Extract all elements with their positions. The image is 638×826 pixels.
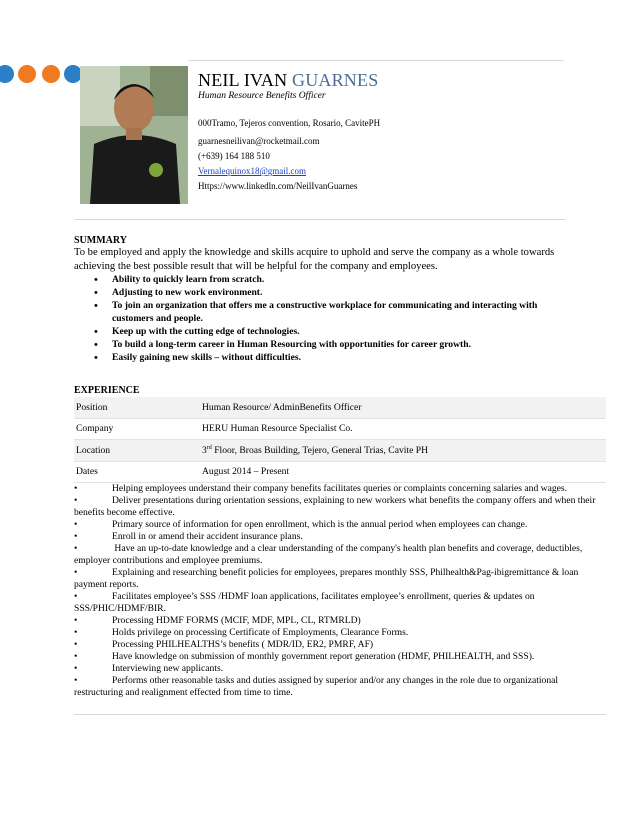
list-item <box>74 543 606 567</box>
duty-text: Deliver presentations during orientation sessions, explaining to new workers what benefits the company offers and when their benefits become effective. <box>74 495 596 518</box>
candidate-name <box>198 70 378 91</box>
list-item <box>74 627 606 639</box>
bullet-icon: • <box>74 483 78 494</box>
job-title: Human Resource Benefits Officer <box>198 91 326 101</box>
last-name: GUARNES <box>292 70 379 90</box>
header-divider-bottom <box>74 219 566 220</box>
list-item: • Ability to quickly learn from scratch. <box>94 274 574 287</box>
experience-heading: EXPERIENCE <box>74 385 140 396</box>
row-label: Company <box>76 423 114 435</box>
row-value: Human Resource/ AdminBenefits Officer <box>202 401 362 413</box>
row-label: Position <box>76 401 108 413</box>
duty-text: Processing PHILHEALTHS’s benefits ( MDR/ID, ER2, PMRF, AF) <box>112 639 374 650</box>
bullet-icon: • <box>74 519 78 530</box>
linkedin-text: Https://www.linkedln.com/NeilIvanGuarnes <box>198 181 358 191</box>
profile-photo <box>80 66 188 204</box>
list-item <box>74 663 606 675</box>
summary-heading: SUMMARY <box>74 235 127 246</box>
list-item: • To join an organization that offers me a constructive workplace for communicating and interacting with customers and people. <box>94 300 574 325</box>
duty-text: Helping employees understand their company benefits facilitates queries or complaints concerning salaries and wages. <box>112 483 568 494</box>
list-item <box>74 639 606 651</box>
bullet-icon: • <box>74 543 78 554</box>
row-value: HERU Human Resource Specialist Co. <box>202 423 353 435</box>
row-value: August 2014 – Present <box>202 466 290 478</box>
list-item <box>74 675 606 699</box>
table-row <box>74 462 606 484</box>
bullet-icon: • <box>74 675 78 686</box>
bullet-icon: • <box>74 663 78 674</box>
summary-paragraph: To be employed and apply the knowledge and skills acquire to uphold and serve the company as a whole towards achieving the best possible result that will be helpful for the company and employees. <box>74 247 555 272</box>
duty-text: Holds privilege on processing Certificate of Employments, Clearance Forms. <box>112 627 409 638</box>
row-label: Location <box>76 444 111 456</box>
row-value <box>202 445 606 456</box>
duty-text: Performs other reasonable tasks and duties assigned by superior and/or any changes in the role due to organizational restructuring and realignment effected from time to time. <box>74 675 559 698</box>
duty-text: Interviewing new applicants. <box>112 663 224 674</box>
bullet-icon: • <box>74 567 78 578</box>
bullet-icon: • <box>74 531 78 542</box>
list-item <box>74 591 606 615</box>
table-row <box>74 397 606 419</box>
list-item <box>74 615 606 627</box>
email-text: guarnesneilivan@rocketmail.com <box>198 136 320 146</box>
first-name: NEIL IVAN <box>198 70 288 90</box>
list-item <box>74 567 606 591</box>
bullet-icon: • <box>74 495 78 506</box>
email-link[interactable]: Vernalequinox18@gmail.com <box>198 166 307 176</box>
duty-text: Have knowledge on submission of monthly government report generation (HDMF, PHILHEALTH, and SSS). <box>112 651 535 662</box>
list-item <box>74 519 606 531</box>
table-row <box>74 419 606 441</box>
dot-icon <box>42 65 60 83</box>
list-item <box>74 531 606 543</box>
experience-divider-bottom <box>74 714 606 715</box>
duty-text: Processing HDMF FORMS (MCIF, MDF, MPL, CL, RTMRLD) <box>112 615 361 626</box>
bullet-icon: • <box>74 591 78 602</box>
dot-icon <box>18 65 36 83</box>
list-item: • To build a long-term career in Human Resourcing with opportunities for career growth. <box>94 339 574 352</box>
duty-text: Facilitates employee’s SSS /HDMF loan applications, facilitates employee’s enrollment, queries & updates on SSS/PHIC/HDMF/BIR. <box>74 591 535 614</box>
location-floor: 3 <box>202 444 207 456</box>
duty-text: Enroll in or amend their accident insurance plans. <box>112 531 303 542</box>
bullet-icon: • <box>74 651 78 662</box>
experience-table <box>74 397 606 483</box>
bullet-icon: • <box>74 639 78 650</box>
list-item: • Adjusting to new work environment. <box>94 287 574 300</box>
summary-bullet-list <box>94 274 574 365</box>
dot-icon <box>0 65 14 83</box>
phone-text: (+639) 164 188 510 <box>198 151 270 161</box>
list-item: • Easily gaining new skills – without difficulties. <box>94 352 574 365</box>
duty-text: Explaining and researching benefit policies for employees, prepares monthly SSS, Philhealth&Pag-ibigremittance & loan payment reports. <box>74 567 579 590</box>
row-label: Dates <box>76 466 98 478</box>
address-text: 000Tramo, Tejeros convention, Rosario, CavitePH <box>198 118 381 128</box>
header-divider-top <box>188 60 564 61</box>
bullet-icon: • <box>74 627 78 638</box>
list-item: • Keep up with the cutting edge of technologies. <box>94 326 574 339</box>
table-row <box>74 440 606 462</box>
duties-list <box>74 483 606 699</box>
duty-text: Have an up-to-date knowledge and a clear understanding of the company's health plan benefits and coverage, deductibles, employer contributions and employee premiums. <box>74 543 583 566</box>
list-item <box>74 651 606 663</box>
bullet-icon: • <box>74 615 78 626</box>
list-item <box>74 483 606 495</box>
location-rest: Floor, Broas Building, Tejero, General Trias, Cavite PH <box>211 444 429 456</box>
duty-text: Primary source of information for open enrollment, which is the annual period when employees can change. <box>112 519 528 530</box>
location-floor-suffix: rd <box>206 444 212 451</box>
list-item <box>74 495 606 519</box>
